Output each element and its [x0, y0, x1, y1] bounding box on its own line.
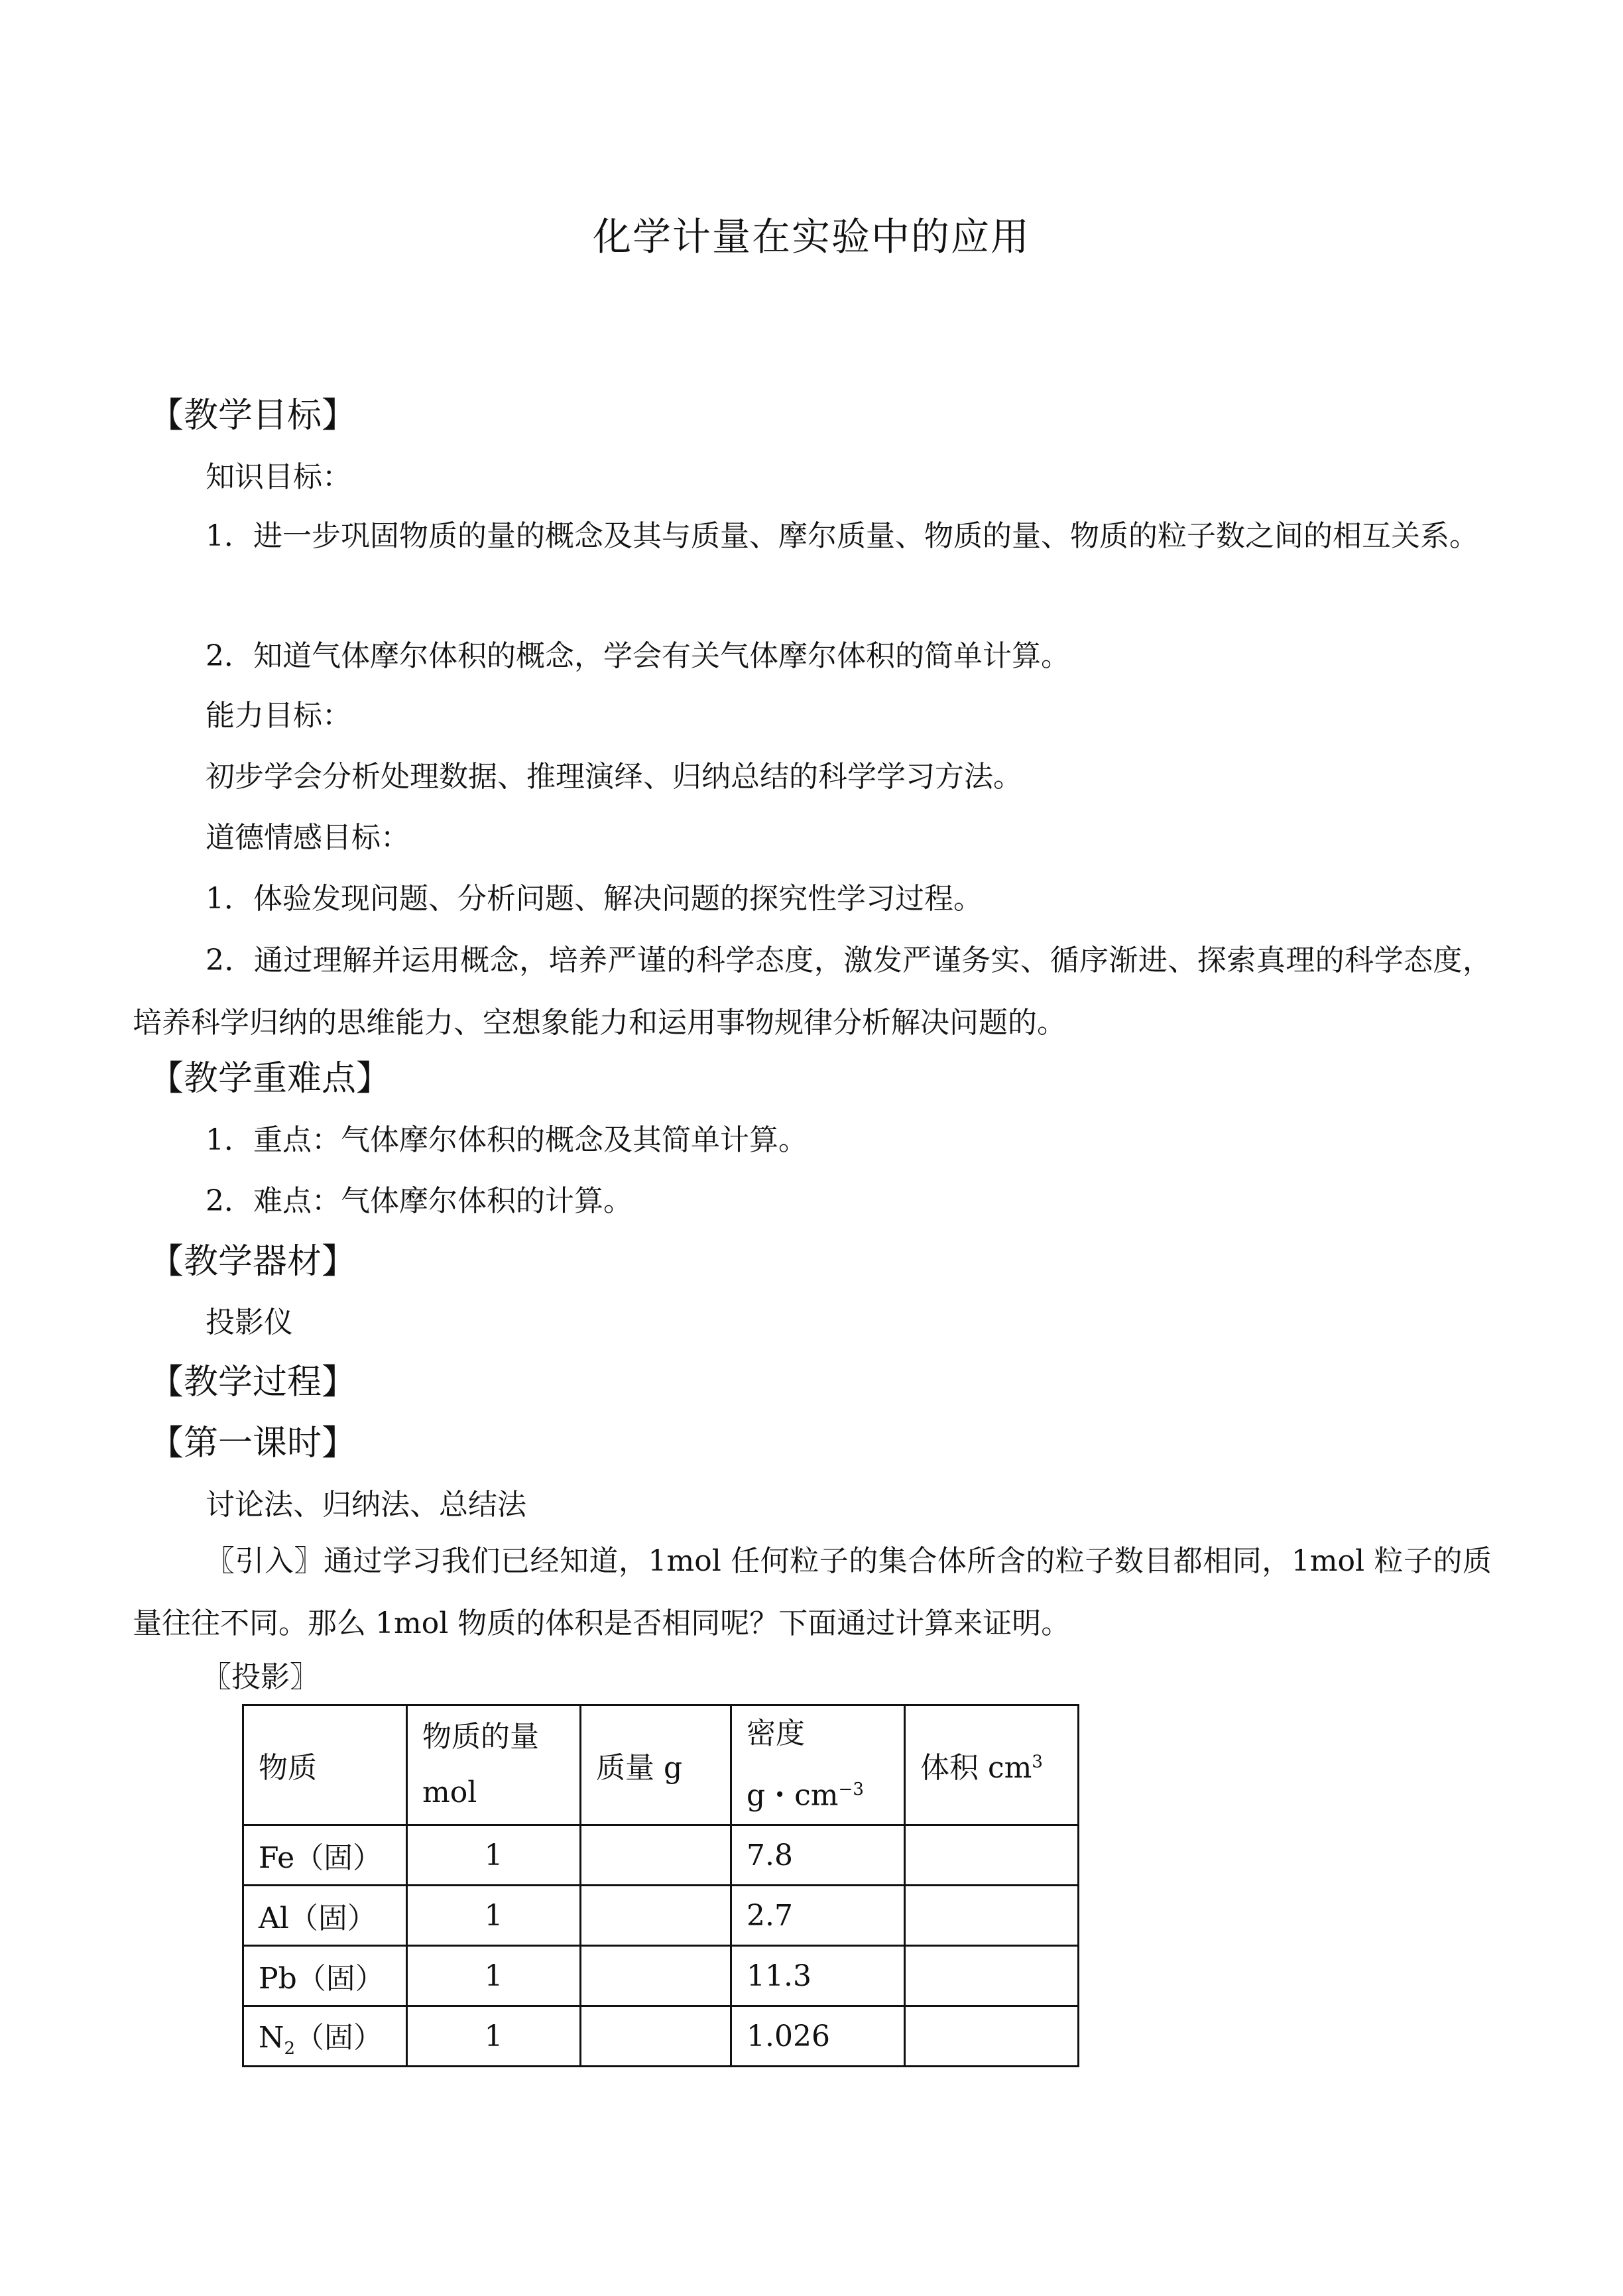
- table-row: [243, 1946, 1079, 2006]
- substance-state: （固）: [295, 2021, 383, 2055]
- cell-amount: 1: [407, 1825, 581, 1886]
- cell-mass: [581, 1946, 731, 2006]
- cell-mass: [581, 2006, 731, 2067]
- cell-mass: [581, 1886, 731, 1946]
- header-mass: 质量 g: [581, 1705, 731, 1825]
- substance-base: N: [259, 2021, 284, 2055]
- section-lesson-1: 【第一课时】: [149, 1423, 357, 1463]
- header-density-line1: 密度: [747, 1717, 805, 1751]
- cell-density: 11.3: [731, 1946, 905, 2006]
- key-point-2: 2．难点：气体摩尔体积的计算。: [206, 1184, 632, 1218]
- cell-mass: [581, 1825, 731, 1886]
- projection-label: 〖投影〗: [202, 1660, 319, 1694]
- cell-volume: [905, 1886, 1079, 1946]
- section-objectives: 【教学目标】: [149, 396, 357, 436]
- volume-unit: 体积 cm: [920, 1751, 1032, 1785]
- moral-item-2: 2．通过理解并运用概念，培养严谨的科学态度，激发严谨务实、循序渐进、探索真理的科学态度，培养科学归纳的思维能力、空想象能力和运用事物规律分析解决问题的。: [133, 943, 1492, 1040]
- lesson-methods: 讨论法、归纳法、总结法: [206, 1488, 526, 1522]
- substance-subscript: 2: [284, 2038, 296, 2059]
- cell-amount: 1: [407, 1886, 581, 1946]
- ability-item-1: 初步学会分析处理数据、推理演绎、归纳总结的科学学习方法。: [206, 760, 1022, 794]
- header-density-line2: [747, 1762, 889, 1824]
- header-volume: [905, 1705, 1079, 1825]
- volume-exponent: 3: [1032, 1752, 1043, 1772]
- cell-amount: 1: [407, 2006, 581, 2067]
- cell-density: 1.026: [731, 2006, 905, 2067]
- cell-substance: [243, 2006, 407, 2067]
- ability-label: 能力目标：: [206, 699, 351, 733]
- cell-volume: [905, 1825, 1079, 1886]
- cell-substance: Pb（固）: [243, 1946, 407, 2006]
- density-unit: g・cm: [747, 1778, 839, 1813]
- header-amount-line1: 物质的量: [422, 1720, 539, 1754]
- cell-substance: Fe（固）: [243, 1825, 407, 1886]
- density-exponent: −3: [838, 1780, 864, 1800]
- cell-substance: Al（固）: [243, 1886, 407, 1946]
- table-header-row: [243, 1705, 1079, 1825]
- data-table: [242, 1704, 1079, 2067]
- knowledge-label: 知识目标：: [206, 460, 351, 494]
- key-point-1: 1．重点：气体摩尔体积的概念及其简单计算。: [206, 1123, 808, 1157]
- moral-item-1: 1．体验发现问题、分析问题、解决问题的探究性学习过程。: [206, 882, 983, 916]
- cell-volume: [905, 2006, 1079, 2067]
- header-amount: [407, 1705, 581, 1825]
- section-key-points: 【教学重难点】: [149, 1059, 391, 1099]
- table-row: [243, 1825, 1079, 1886]
- moral-label: 道德情感目标：: [206, 821, 410, 855]
- section-materials: 【教学器材】: [149, 1242, 357, 1282]
- knowledge-item-1: 1．进一步巩固物质的量的概念及其与质量、摩尔质量、物质的量、物质的粒子数之间的相互关系。: [206, 519, 1478, 553]
- cell-amount: 1: [407, 1946, 581, 2006]
- cell-volume: [905, 1946, 1079, 2006]
- materials-item: 投影仪: [206, 1305, 293, 1339]
- section-process: 【教学过程】: [149, 1362, 357, 1402]
- cell-density: 7.8: [731, 1825, 905, 1886]
- cell-density: 2.7: [731, 1886, 905, 1946]
- page-title: 化学计量在实验中的应用: [592, 214, 1030, 259]
- lesson-intro: 〖引入〗通过学习我们已经知道，1mol 任何粒子的集合体所含的粒子数目都相同，1mol 粒子的质量往往不同。那么 1mol 物质的体积是否相同呢？下面通过计算来证明。: [133, 1544, 1492, 1640]
- table-row: [243, 2006, 1079, 2067]
- header-density: [731, 1705, 905, 1825]
- header-amount-line2: mol: [422, 1776, 477, 1809]
- knowledge-item-2: 2．知道气体摩尔体积的概念，学会有关气体摩尔体积的简单计算。: [206, 639, 1070, 673]
- table-row: [243, 1886, 1079, 1946]
- header-substance: 物质: [243, 1705, 407, 1825]
